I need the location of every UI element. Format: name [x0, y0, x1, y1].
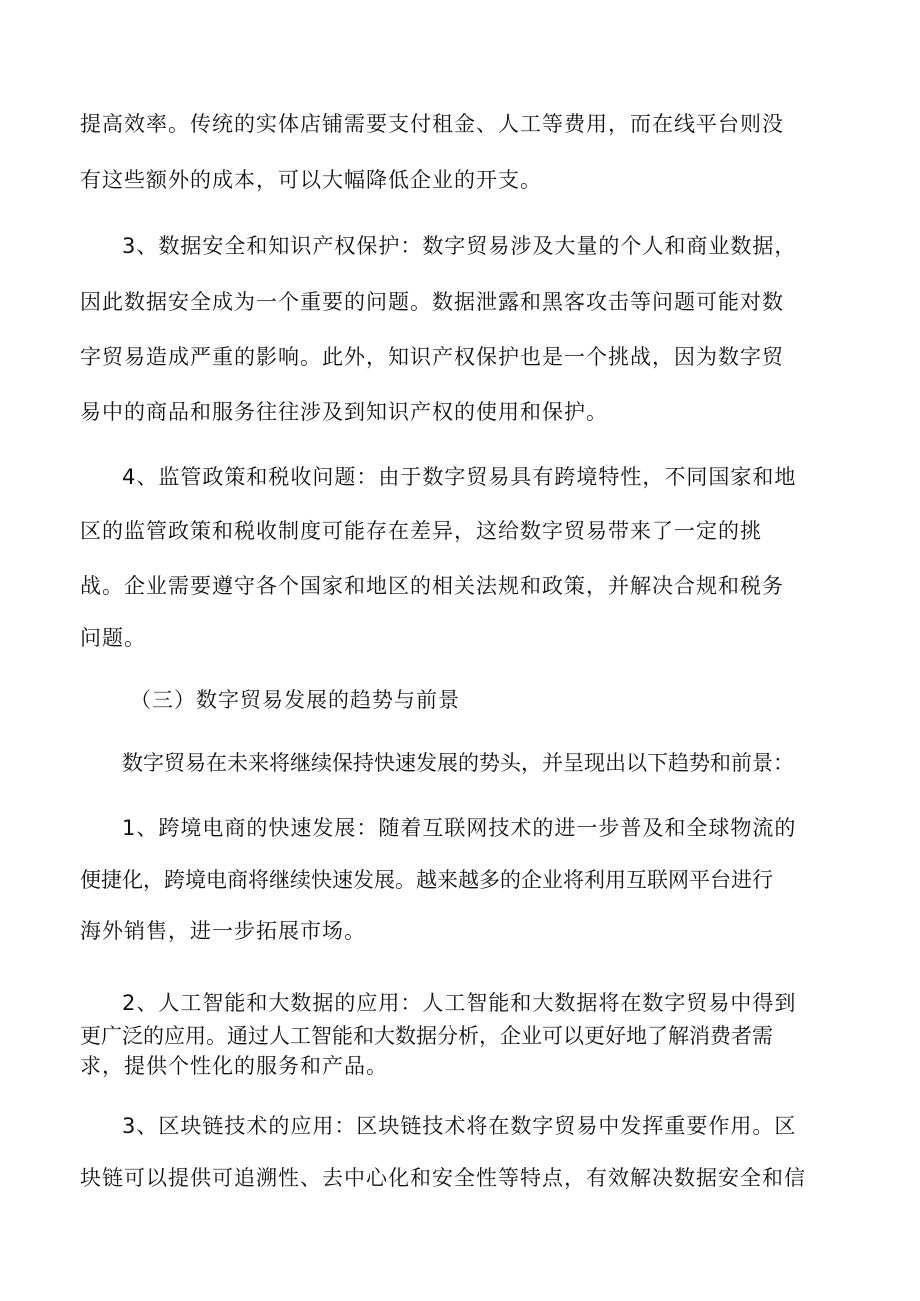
text-line: 更广泛的应用。通过人工智能和大数据分析，企业可以更好地了解消费者需: [80, 1024, 773, 1048]
text-line: 易中的商品和服务往往涉及到知识产权的使用和保护。: [80, 400, 608, 424]
text-line: 数字贸易在未来将继续保持快速发展的势头，并呈现出以下趋势和前景：: [122, 751, 794, 775]
text-line: 提高效率。传统的实体店铺需要支付租金、人工等费用，而在线平台则没: [80, 112, 784, 136]
text-line: 块链可以提供可追溯性、去中心化和安全性等特点，有效解决数据安全和信: [80, 1166, 806, 1190]
text-line: 1、跨境电商的快速发展：随着互联网技术的进一步普及和全球物流的: [122, 816, 797, 840]
section-heading: （三）数字贸易发展的趋势与前景: [130, 688, 460, 712]
text-line: 问题。: [80, 626, 146, 650]
text-line: 战。企业需要遵守各个国家和地区的相关法规和政策，并解决合规和税务: [80, 574, 784, 598]
text-line: 3、区块链技术的应用：区块链技术将在数字贸易中发挥重要作用。区: [122, 1114, 797, 1138]
text-line: 求，提供个性化的服务和产品。: [80, 1054, 388, 1078]
text-line: 海外销售，进一步拓展市场。: [80, 919, 366, 943]
text-line: 有这些额外的成本，可以大幅降低企业的开支。: [80, 168, 542, 192]
text-line: 因此数据安全成为一个重要的问题。数据泄露和黑客攻击等问题可能对数: [80, 290, 784, 314]
text-line: 3、数据安全和知识产权保护：数字贸易涉及大量的个人和商业数据，: [122, 234, 797, 258]
text-line: 4、监管政策和税收问题：由于数字贸易具有跨境特性，不同国家和地: [122, 465, 797, 489]
text-line: 便捷化，跨境电商将继续快速发展。越来越多的企业将利用互联网平台进行: [80, 868, 773, 892]
text-line: 区的监管政策和税收制度可能存在差异，这给数字贸易带来了一定的挑: [80, 519, 762, 543]
text-line: 2、人工智能和大数据的应用：人工智能和大数据将在数字贸易中得到: [122, 991, 797, 1015]
text-line: 字贸易造成严重的影响。此外，知识产权保护也是一个挑战，因为数字贸: [80, 345, 784, 369]
